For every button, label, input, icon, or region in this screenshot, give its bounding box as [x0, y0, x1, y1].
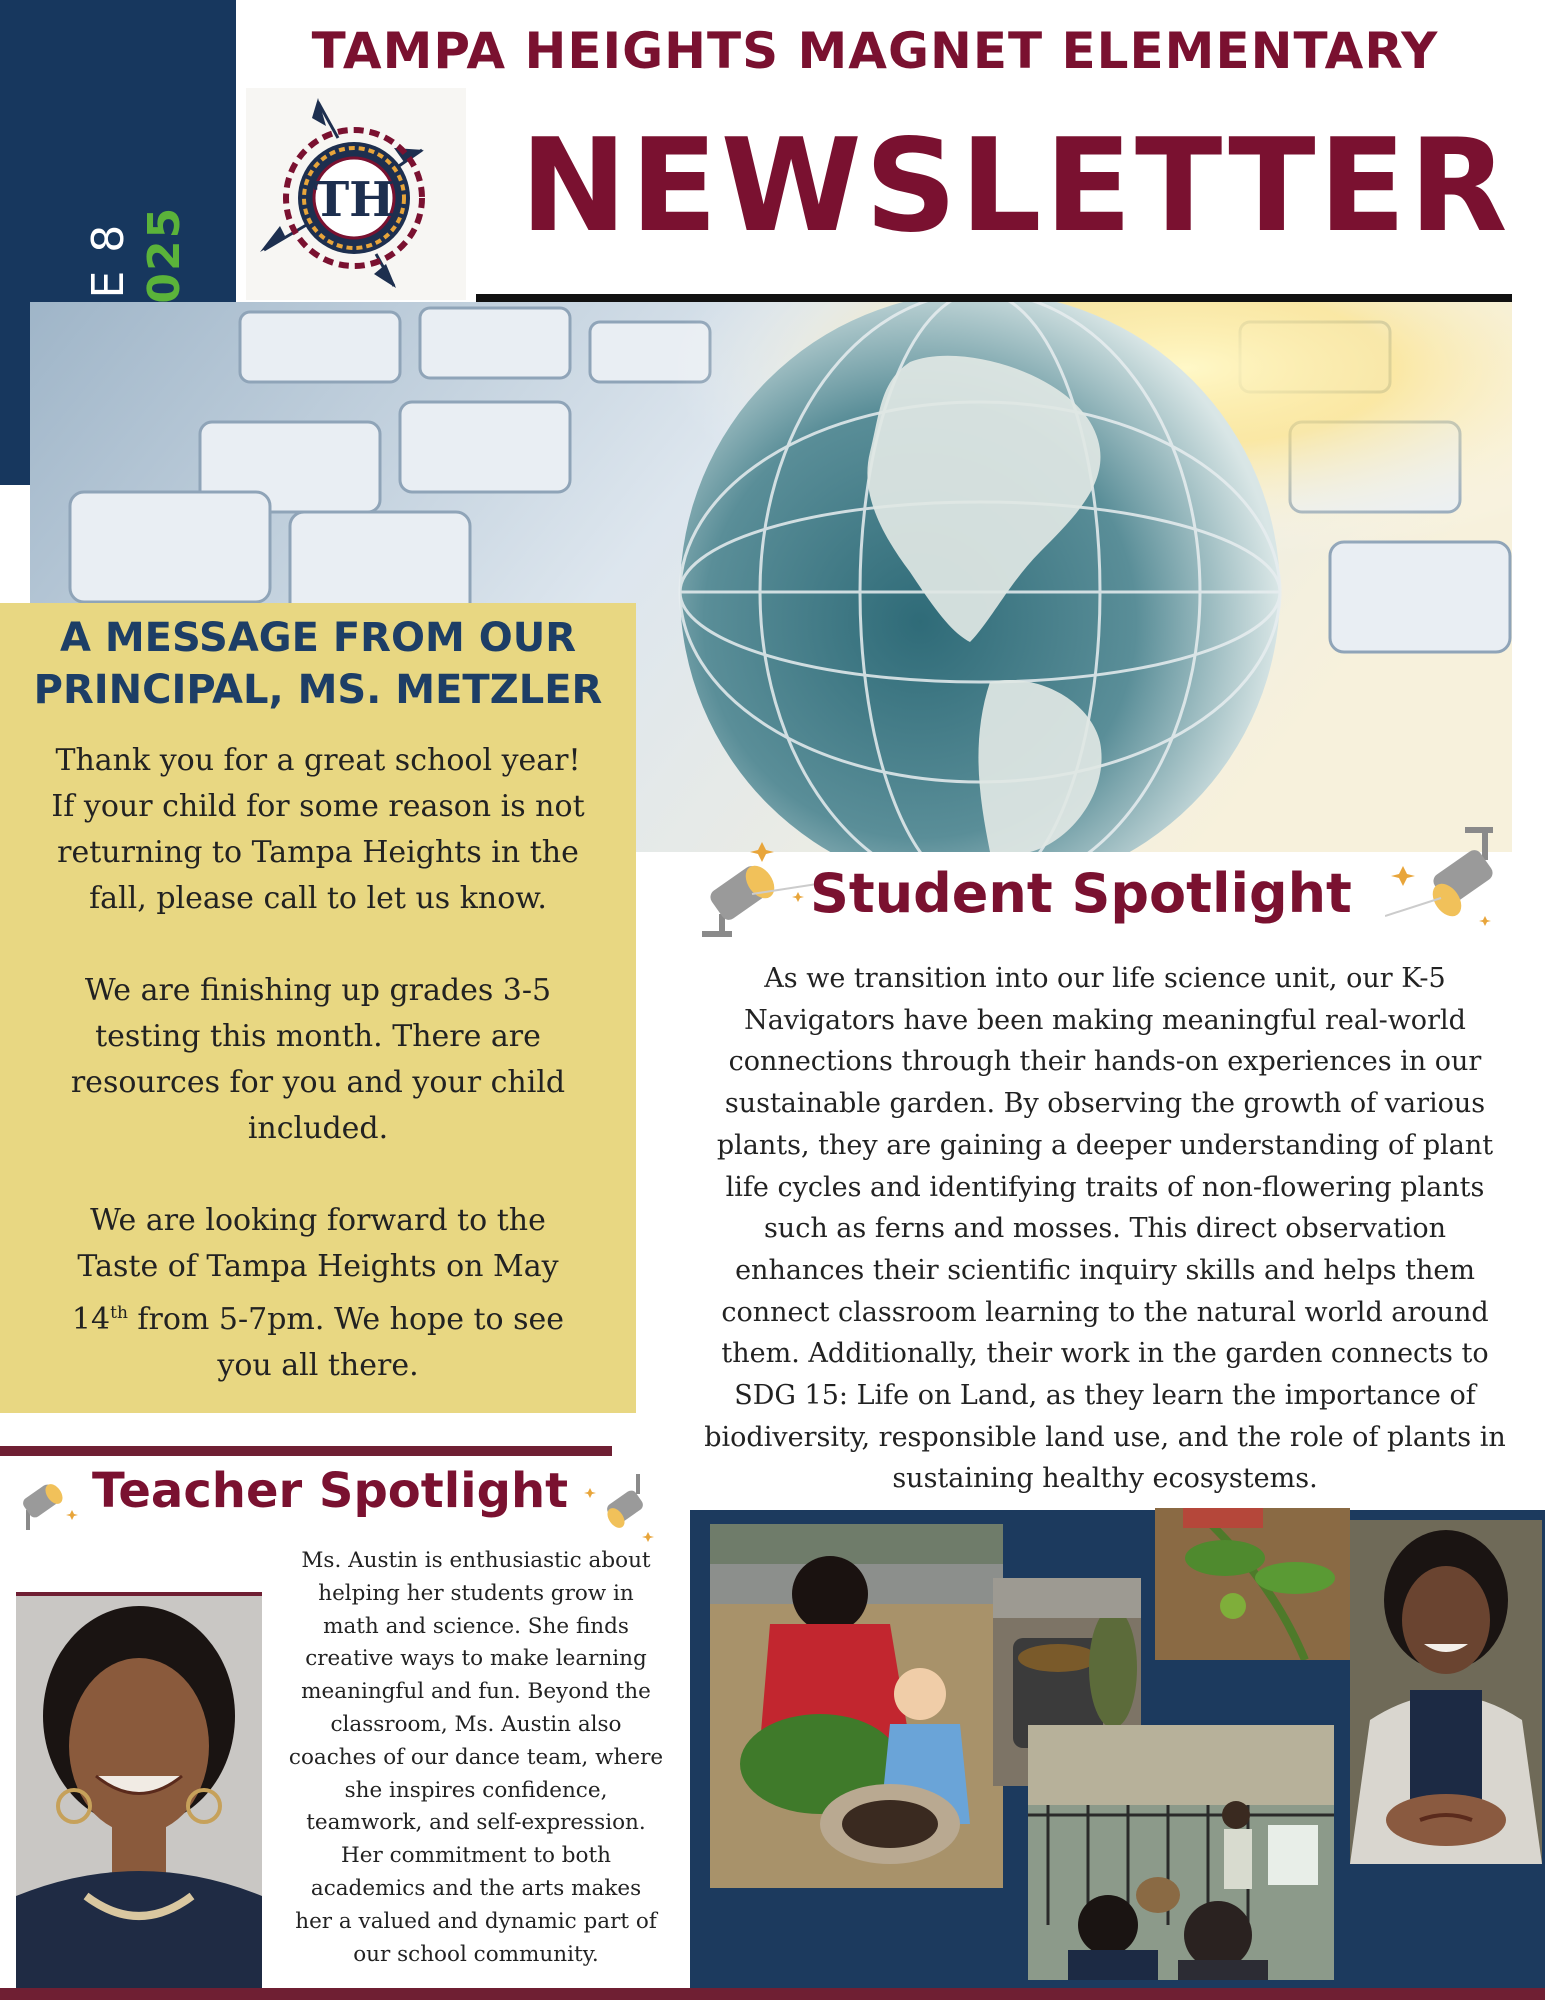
header-divider [476, 294, 1512, 302]
teacher-text-line: classroom, Ms. Austin also [330, 1711, 622, 1737]
teacher-text-line: our school community. [353, 1941, 599, 1967]
student-text-line: biodiversity, responsible land use, and the role of plants in [704, 1421, 1506, 1453]
garden-photo-tomato [1155, 1508, 1350, 1660]
student-text-line: sustaining healthy ecosystems. [892, 1463, 1318, 1495]
teacher-text-line: teamwork, and self-expression. [306, 1810, 646, 1836]
student-text-line: connections through their hands-on experiences in our [728, 1046, 1482, 1078]
teacher-text-line: Her commitment to both [341, 1843, 611, 1869]
teacher-text-line: she inspires confidence, [344, 1777, 608, 1803]
spotlight-icon [692, 824, 822, 944]
principal-heading-line: A MESSAGE FROM OUR [59, 615, 576, 661]
student-text-line: sustainable garden. By observing the growth of various [724, 1088, 1486, 1120]
principal-text-line: If your child for some reason is not [51, 789, 585, 824]
principal-text-line: resources for you and your child [70, 1065, 566, 1100]
event-day-suffix: th [110, 1303, 128, 1323]
student-text-line: enhances their scientific inquiry skills and helps them [735, 1254, 1475, 1286]
student-text-line: Navigators have been making meaningful real-world [744, 1004, 1466, 1036]
newsletter-title: NEWSLETTER [520, 112, 1511, 261]
principal-text-line: returning to Tampa Heights in the [57, 835, 579, 870]
school-logo [246, 88, 466, 300]
principal-text-line: testing this month. There are [95, 1019, 541, 1054]
spotlight-icon [1385, 820, 1515, 940]
teacher-text-line: math and science. She finds [323, 1613, 629, 1639]
spotlight-icon [582, 1468, 662, 1548]
compass-logo-icon [246, 88, 466, 300]
principal-heading-line: PRINCIPAL, MS. METZLER [33, 667, 603, 713]
garden-photo-class-outside [1028, 1725, 1334, 1980]
principal-text-line: fall, please call to let us know. [89, 881, 547, 916]
student-spotlight-heading: Student Spotlight [810, 862, 1352, 925]
student-text-line: such as ferns and mosses. This direct observation [763, 1213, 1447, 1245]
student-text-line: plants, they are gaining a deeper understanding of plant [716, 1129, 1494, 1161]
event-time: from 5-7pm. We hope to see [127, 1302, 565, 1337]
teacher-text-line: creative ways to make learning [305, 1646, 647, 1672]
teacher-spotlight-text [264, 1545, 688, 1971]
principal-heading [0, 612, 636, 716]
student-text-line: connect classroom learning to the natural world around [721, 1296, 1489, 1328]
teacher-photo [16, 1592, 262, 1994]
section-divider [0, 1446, 612, 1456]
student-text-line: them. Additionally, their work in the garden connects to [721, 1338, 1489, 1370]
teacher-text-line: her a valued and dynamic part of [295, 1908, 657, 1934]
logo-letters: TH [313, 172, 395, 228]
principal-text-line: We are looking forward to the [90, 1203, 546, 1238]
teacher-text-line: academics and the arts makes [310, 1875, 642, 1901]
teacher-text-line: coaches of our dance team, where [288, 1744, 664, 1770]
principal-text-line: Taste of Tampa Heights on May [77, 1249, 559, 1284]
teacher-text-line: helping her students grow in [318, 1580, 634, 1606]
event-day: 14 [71, 1302, 111, 1337]
student-text-line: life cycles and identifying traits of non-flowering plants [725, 1171, 1485, 1203]
student-spotlight-text [668, 958, 1542, 1500]
footer-bar [0, 1988, 1545, 2000]
teacher-text-line: meaningful and fun. Beyond the [301, 1679, 651, 1705]
garden-photo-child-worms [1350, 1520, 1542, 1864]
principal-text-line: Thank you for a great school year! [55, 743, 581, 778]
principal-text-line: We are finishing up grades 3-5 [84, 973, 552, 1008]
garden-photo-planting [710, 1524, 1003, 1888]
spotlight-icon [14, 1470, 84, 1540]
student-text-line: SDG 15: Life on Land, as they learn the importance of [734, 1380, 1476, 1412]
principal-text-line: included. [247, 1111, 389, 1146]
principal-text-line: you all there. [217, 1348, 419, 1383]
student-text-line: As we transition into our life science unit, our K-5 [764, 963, 1446, 994]
teacher-spotlight-heading: Teacher Spotlight [92, 1463, 569, 1519]
principal-message [8, 738, 628, 1389]
garden-photo-collage [690, 1510, 1545, 1988]
school-name: TAMPA HEIGHTS MAGNET ELEMENTARY [311, 22, 1439, 80]
teacher-text-line: Ms. Austin is enthusiastic about [301, 1548, 651, 1573]
principal-text-line [8, 1290, 628, 1343]
